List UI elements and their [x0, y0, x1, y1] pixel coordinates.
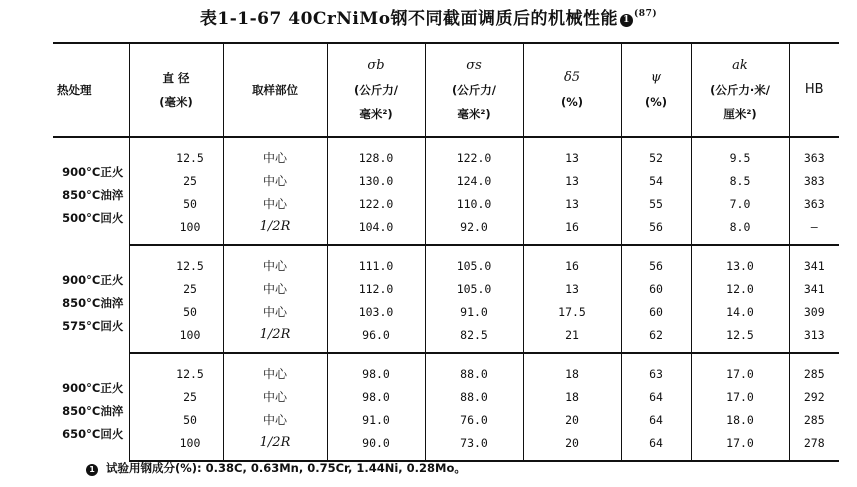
ak-unit-line2: 厘米²): [723, 107, 757, 121]
diameter-cell: 50: [129, 192, 223, 215]
treatment-group-2: [53, 245, 839, 353]
psi-cell: 56: [621, 245, 691, 277]
position-cell: 中心: [223, 245, 327, 277]
table-title: [0, 4, 857, 29]
ak-cell: 17.0: [691, 431, 789, 461]
delta-symbol: δ5: [563, 70, 581, 85]
ak-cell: 7.0: [691, 192, 789, 215]
sigma-b-cell: 112.0: [327, 277, 425, 300]
position-cell: 1/2R: [223, 323, 327, 353]
treatment-line: 900°C正火: [62, 380, 124, 395]
sigma-s-cell: 105.0: [425, 277, 523, 300]
diameter-cell: 50: [129, 300, 223, 323]
sigma-s-cell: 110.0: [425, 192, 523, 215]
delta-cell: 21: [523, 323, 621, 353]
hb-cell: 285: [803, 366, 825, 381]
delta-cell: 13: [523, 277, 621, 300]
sigma-b-unit-line1: (公斤力/: [354, 83, 398, 97]
diameter-cell: 12.5: [129, 137, 223, 169]
header-row: [53, 43, 839, 137]
sigma-b-cell: 98.0: [327, 353, 425, 385]
table-row: [53, 300, 839, 323]
ak-symbol: ak: [732, 58, 748, 73]
ak-cell: 8.0: [691, 215, 789, 245]
table-row: [53, 215, 839, 245]
treatment-line: 500°C回火: [62, 211, 124, 225]
delta-cell: 13: [523, 192, 621, 215]
position-cell: 中心: [223, 137, 327, 169]
delta-unit: (%): [560, 95, 584, 109]
reference-number: (87): [634, 9, 658, 19]
psi-cell: 52: [621, 137, 691, 169]
footnote-text: 试验用钢成分(%): 0.38C, 0.63Mn, 0.75Cr, 1.44Ni, 0.28Mo。: [106, 461, 466, 475]
ak-cell: 17.0: [691, 385, 789, 408]
hb-cell: 292: [803, 389, 825, 404]
psi-symbol: ψ: [650, 70, 662, 85]
position-cell: 中心: [223, 408, 327, 431]
treatment-cell: [53, 137, 129, 245]
header-sigma-b: [327, 43, 425, 137]
sigma-s-cell: 73.0: [425, 431, 523, 461]
psi-unit: (%): [644, 95, 668, 109]
psi-cell: 60: [621, 300, 691, 323]
position-cell: 中心: [223, 192, 327, 215]
sigma-s-cell: 88.0: [425, 385, 523, 408]
table-row: [53, 192, 839, 215]
header-position: 取样部位: [223, 43, 327, 137]
psi-cell: 60: [621, 277, 691, 300]
diameter-cell: 100: [129, 215, 223, 245]
delta-cell: 16: [523, 245, 621, 277]
sigma-s-cell: 82.5: [425, 323, 523, 353]
psi-cell: 62: [621, 323, 691, 353]
position-cell: 中心: [223, 169, 327, 192]
treatment-line: 900°C正火: [62, 165, 124, 179]
diameter-cell: 25: [129, 169, 223, 192]
table-row: [53, 277, 839, 300]
psi-cell: 64: [621, 385, 691, 408]
hb-cell: 341: [803, 281, 825, 296]
hb-cell: 313: [789, 323, 839, 353]
table-row: [53, 431, 839, 461]
diameter-cell: 100: [129, 323, 223, 353]
hb-cell: 285: [803, 412, 825, 427]
position-cell: 1/2R: [223, 215, 327, 245]
ak-cell: 18.0: [691, 408, 789, 431]
psi-cell: 64: [621, 431, 691, 461]
delta-cell: 18: [523, 385, 621, 408]
ak-cell: 8.5: [691, 169, 789, 192]
table-row: [53, 408, 839, 431]
sigma-b-cell: 130.0: [327, 169, 425, 192]
sigma-s-cell: 124.0: [425, 169, 523, 192]
psi-cell: 54: [621, 169, 691, 192]
diameter-cell: 12.5: [129, 245, 223, 277]
sigma-s-unit-line1: (公斤力/: [452, 83, 496, 97]
ak-cell: 12.0: [691, 277, 789, 300]
psi-cell: 64: [621, 408, 691, 431]
header-diameter: [129, 43, 223, 137]
treatment-cell: [53, 353, 129, 461]
footnote-marker-icon: 1: [620, 14, 633, 27]
sigma-s-cell: 92.0: [425, 215, 523, 245]
hb-cell: 383: [803, 173, 825, 188]
delta-cell: 13: [523, 137, 621, 169]
diameter-cell: 50: [129, 408, 223, 431]
sigma-s-unit-line2: 毫米²): [457, 107, 491, 121]
mechanical-properties-table: [53, 42, 839, 462]
delta-cell: 16: [523, 215, 621, 245]
treatment-group-3: [53, 353, 839, 461]
treatment-line: 850°C油淬: [62, 295, 124, 310]
sigma-b-symbol: σb: [367, 58, 385, 73]
header-sigma-s: [425, 43, 523, 137]
diameter-cell: 100: [129, 431, 223, 461]
ak-cell: 13.0: [691, 245, 789, 277]
treatment-cell: [53, 245, 129, 353]
header-treatment: 热处理: [53, 43, 129, 137]
table-row: [53, 245, 839, 277]
table-row: [53, 137, 839, 169]
ak-cell: 12.5: [691, 323, 789, 353]
table-row: [53, 385, 839, 408]
sigma-b-cell: 104.0: [327, 215, 425, 245]
sigma-b-cell: 96.0: [327, 323, 425, 353]
diameter-cell: 12.5: [129, 353, 223, 385]
header-psi: [621, 43, 691, 137]
table-row: [53, 169, 839, 192]
sigma-b-cell: 103.0: [327, 300, 425, 323]
ak-cell: 9.5: [691, 137, 789, 169]
sigma-s-cell: 91.0: [425, 300, 523, 323]
hb-cell: —: [789, 215, 839, 245]
sigma-s-cell: 105.0: [425, 245, 523, 277]
treatment-line: 575°C回火: [62, 318, 124, 333]
hb-cell: 341: [803, 258, 825, 273]
delta-cell: 18: [523, 353, 621, 385]
position-cell: 中心: [223, 277, 327, 300]
sigma-b-cell: 122.0: [327, 192, 425, 215]
hb-cell: 278: [789, 431, 839, 461]
header-diameter-line1: 直 径: [162, 71, 190, 85]
header-ak: [691, 43, 789, 137]
position-cell: 中心: [223, 353, 327, 385]
position-cell: 中心: [223, 300, 327, 323]
header-diameter-line2: (毫米): [159, 95, 193, 109]
treatment-line: 850°C油淬: [62, 188, 124, 202]
header-hb: HB: [789, 43, 839, 137]
treatment-line: 650°C回火: [62, 426, 124, 441]
delta-cell: 20: [523, 408, 621, 431]
treatment-group-1: [53, 137, 839, 245]
sigma-b-cell: 90.0: [327, 431, 425, 461]
diameter-cell: 25: [129, 385, 223, 408]
sigma-b-unit-line2: 毫米²): [359, 107, 393, 121]
table-title-text: 表1-1-67 40CrNiMo钢不同截面调质后的机械性能: [199, 9, 619, 29]
position-cell: 中心: [223, 385, 327, 408]
delta-cell: 17.5: [523, 300, 621, 323]
sigma-b-cell: 98.0: [327, 385, 425, 408]
ak-unit-line1: (公斤力·米/: [710, 83, 770, 97]
psi-cell: 63: [621, 353, 691, 385]
footnote-marker-icon: 1: [86, 464, 98, 476]
sigma-b-cell: 111.0: [327, 245, 425, 277]
header-delta: [523, 43, 621, 137]
position-cell: 1/2R: [223, 431, 327, 461]
treatment-line: 900°C正火: [62, 272, 124, 287]
sigma-b-cell: 91.0: [327, 408, 425, 431]
table-row: [53, 353, 839, 385]
sigma-s-cell: 88.0: [425, 353, 523, 385]
delta-cell: 13: [523, 169, 621, 192]
psi-cell: 55: [621, 192, 691, 215]
hb-cell: 309: [803, 304, 825, 319]
treatment-line: 850°C油淬: [62, 403, 124, 418]
psi-cell: 56: [621, 215, 691, 245]
hb-cell: 363: [803, 150, 825, 165]
sigma-s-symbol: σs: [466, 58, 482, 73]
ak-cell: 14.0: [691, 300, 789, 323]
diameter-cell: 25: [129, 277, 223, 300]
footnote: [86, 460, 466, 476]
sigma-s-cell: 122.0: [425, 137, 523, 169]
delta-cell: 20: [523, 431, 621, 461]
table-row: [53, 323, 839, 353]
ak-cell: 17.0: [691, 353, 789, 385]
sigma-s-cell: 76.0: [425, 408, 523, 431]
sigma-b-cell: 128.0: [327, 137, 425, 169]
hb-cell: 363: [803, 196, 825, 211]
